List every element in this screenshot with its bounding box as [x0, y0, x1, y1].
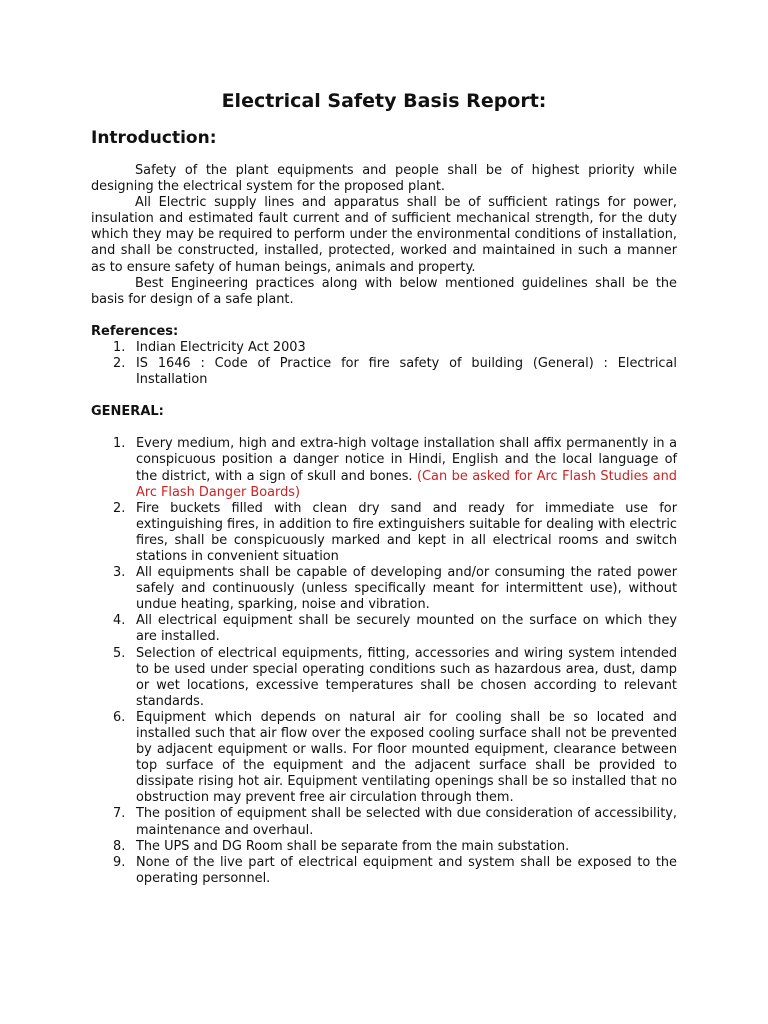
arc-flash-note: (Can be asked for Arc Flash Studies and Arc Flash Danger Boards) [136, 468, 677, 500]
list-number: 9. [113, 854, 126, 870]
list-item [91, 710, 677, 807]
list-item [91, 806, 677, 838]
list-item-text: None of the live part of electrical equipment and system shall be exposed to the operating personnel. [136, 854, 677, 886]
general-list [91, 436, 677, 887]
intro-paragraph-2: All Electric supply lines and apparatus shall be of sufficient ratings for power, insulation and estimated fault current and of sufficient mechanical strength, for the duty which they may be required to perform under the environmental conditions of installation, and shall be constructed, installed, protected, worked and maintained in such a manner as to ensure safety of human beings, animals and property. [91, 195, 677, 275]
list-item-text: Selection of electrical equipments, fitting, accessories and wiring system intended to be used under special operating conditions such as hazardous area, dust, damp or wet locations, excessive temperatures shall be chosen according to relevant standards. [136, 645, 677, 709]
list-item [91, 613, 677, 645]
document-page [91, 88, 677, 887]
list-number: 3. [113, 565, 126, 581]
introduction-heading: Introduction: [91, 128, 217, 148]
list-item [91, 436, 677, 500]
page-title: Electrical Safety Basis Report: [221, 90, 547, 112]
references-heading: References: [91, 323, 179, 339]
intro-paragraph-3: Best Engineering practices along with below mentioned guidelines shall be the basis for design of a safe plant. [91, 275, 677, 307]
list-item [91, 646, 677, 710]
list-item [91, 340, 677, 356]
list-number: 2. [113, 500, 126, 516]
list-item-text: Fire buckets filled with clean dry sand and ready for immediate use for extinguishing fires, in addition to fire extinguishers suitable for dealing with electric fires, shall be conspicuously marked and kept in all electrical rooms and switch stations in convenient situation [136, 500, 677, 564]
references-list [91, 340, 677, 388]
list-number: 4. [113, 613, 126, 629]
list-number: 6. [113, 709, 126, 725]
list-number: 1. [113, 436, 126, 452]
list-item [91, 356, 677, 388]
list-number: 8. [113, 838, 126, 854]
list-number: 2. [113, 356, 126, 372]
list-item-text: All equipments shall be capable of developing and/or consuming the rated power safely and continuously (unless specifically meant for intermittent use), without undue heating, sparking, noise and vibration. [136, 565, 677, 613]
list-item [91, 839, 677, 855]
list-item-text: Indian Electricity Act 2003 [136, 339, 306, 355]
list-item [91, 501, 677, 565]
list-item-text: Equipment which depends on natural air for cooling shall be so located and installed such that air flow over the exposed cooling surface shall not be prevented by adjacent equipment or walls. For floor mounted equipment, clearance between top surface of the equipment and the adjacent surface shall be provided to dissipate rising hot air. Equipment ventilating openings shall be so installed that no obstruction may prevent free air circulation through them. [136, 709, 677, 806]
list-item-text: The UPS and DG Room shall be separate from the main substation. [136, 838, 570, 854]
list-item-text: The position of equipment shall be selected with due consideration of accessibility, maintenance and overhaul. [136, 806, 677, 838]
list-item-text: Every medium, high and extra-high voltage installation shall affix permanently in a conspicuous position a danger notice in Hindi, English and the local language of the district, with a sign of skull and bones. [136, 436, 677, 484]
spacer [91, 308, 677, 324]
general-heading: GENERAL: [91, 404, 164, 420]
intro-paragraph-1: Safety of the plant equipments and people shall be of highest priority while designing the electrical system for the proposed plant. [91, 163, 677, 195]
list-number: 1. [113, 339, 126, 355]
list-item [91, 855, 677, 887]
list-item [91, 565, 677, 613]
list-number: 5. [113, 645, 126, 661]
list-item-text: IS 1646 : Code of Practice for fire safety of building (General) : Electrical Installation [136, 356, 677, 388]
list-number: 7. [113, 806, 126, 822]
list-item-text: All electrical equipment shall be securely mounted on the surface on which they are installed. [136, 613, 677, 645]
